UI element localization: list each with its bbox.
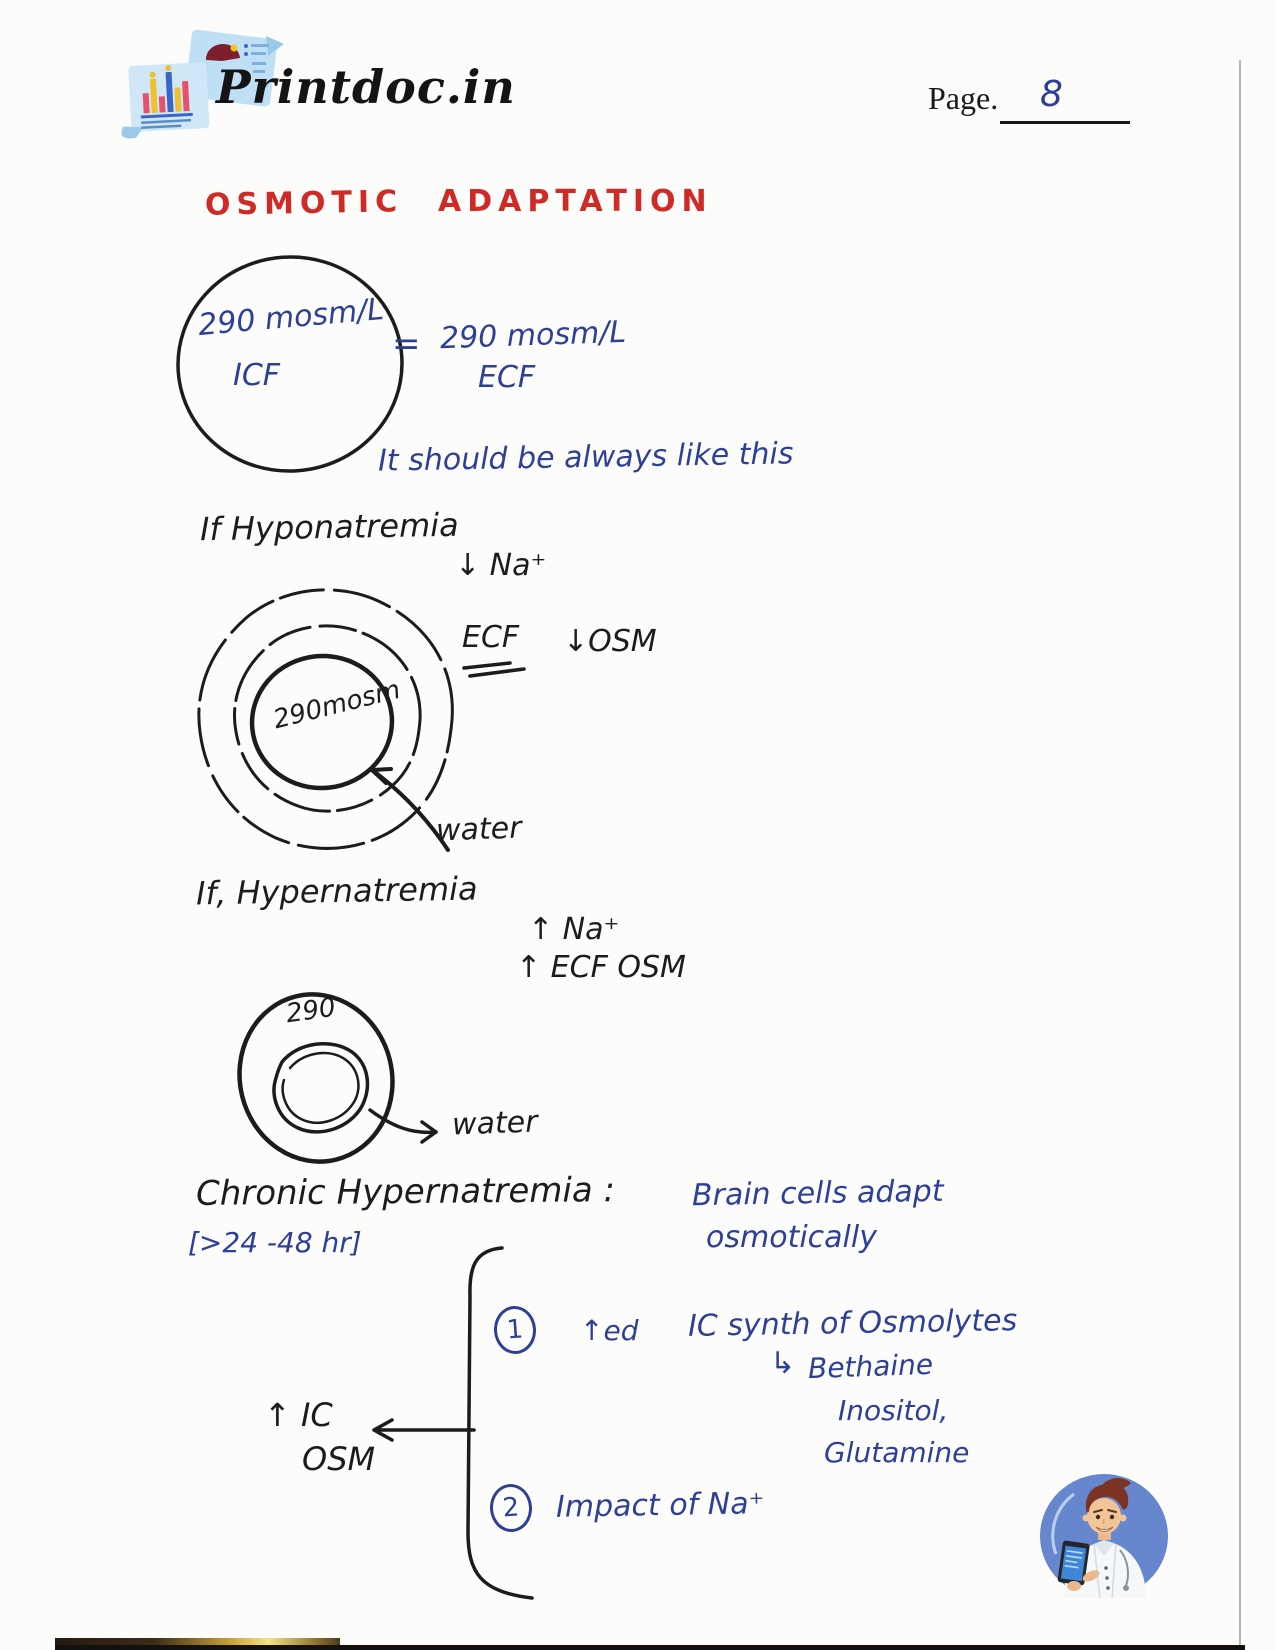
icf-label: ICF bbox=[233, 358, 281, 393]
shrunken-cell-osmolarity: 290 bbox=[284, 992, 338, 1030]
osmolyte-hook-arrow: ↳ bbox=[770, 1346, 796, 1381]
icf-osmolarity-value: 290 mosm/L bbox=[196, 291, 386, 344]
equals-sign: = bbox=[392, 324, 421, 364]
page-title-word2: ADAPTATION bbox=[438, 184, 713, 219]
point2-number-badge bbox=[490, 1484, 532, 1532]
hypernatremia-heading: If, Hypernatremia bbox=[195, 869, 478, 913]
chronic-note-line2: osmotically bbox=[706, 1220, 877, 1255]
result-ic-line2: OSM bbox=[302, 1440, 376, 1478]
scan-edge-line bbox=[1239, 60, 1241, 1650]
scan-bottom-bar bbox=[55, 1645, 1245, 1650]
page-label: Page. bbox=[928, 80, 999, 116]
page-number: 8 bbox=[1040, 74, 1063, 115]
hypo-osm-label: ↓OSM bbox=[563, 624, 657, 659]
hyponatremia-heading: If Hyponatremia bbox=[199, 505, 460, 549]
swollen-cell-osmolarity: 290mosm bbox=[270, 674, 404, 736]
osmolyte-item-3: Glutamine bbox=[824, 1436, 970, 1469]
balance-note: It should be always like this bbox=[377, 436, 794, 479]
hypernatremia-sodium: ↑ Na⁺ bbox=[528, 912, 620, 947]
osmolyte-item-2: Inositol, bbox=[838, 1394, 949, 1427]
hyponatremia-sodium: ↓ Na⁺ bbox=[455, 548, 547, 583]
doctor-with-tablet-icon bbox=[1034, 1472, 1174, 1604]
page-title-word1: OSMOTIC bbox=[204, 184, 404, 223]
hyper-water-label: water bbox=[451, 1104, 539, 1143]
hypo-ecf-label: ECF bbox=[462, 620, 520, 655]
chronic-note-line1: Brain cells adapt bbox=[691, 1173, 944, 1214]
hypo-water-label: water bbox=[435, 810, 523, 849]
point1-number: 1 bbox=[492, 1305, 537, 1356]
point1-text: IC synth of Osmolytes bbox=[687, 1303, 1018, 1344]
chronic-heading: Chronic Hypernatremia : bbox=[195, 1170, 616, 1214]
ecf-underline-strokes bbox=[458, 660, 530, 680]
point1-increase: ↑ed bbox=[580, 1314, 639, 1347]
point1-number-badge bbox=[494, 1306, 536, 1354]
page-number-underline bbox=[1000, 121, 1130, 124]
ecf-label: ECF bbox=[478, 360, 536, 395]
result-ic-line1: ↑ IC bbox=[264, 1396, 333, 1434]
ecf-osmolarity-value: 290 mosm/L bbox=[439, 314, 627, 357]
chronic-timeframe: [>24 -48 hr] bbox=[188, 1226, 362, 1259]
brand-name: Printdoc.in bbox=[216, 60, 516, 114]
osmolyte-item-1: Bethaine bbox=[807, 1347, 934, 1386]
result-arrow bbox=[360, 1414, 476, 1446]
icf-cell-drawing bbox=[172, 252, 408, 478]
water-out-arrow bbox=[360, 1100, 450, 1150]
point2-number: 2 bbox=[488, 1483, 533, 1534]
hypernatremia-ecf-osm: ↑ ECF OSM bbox=[516, 950, 686, 985]
point2-text: Impact of Na⁺ bbox=[555, 1486, 765, 1525]
